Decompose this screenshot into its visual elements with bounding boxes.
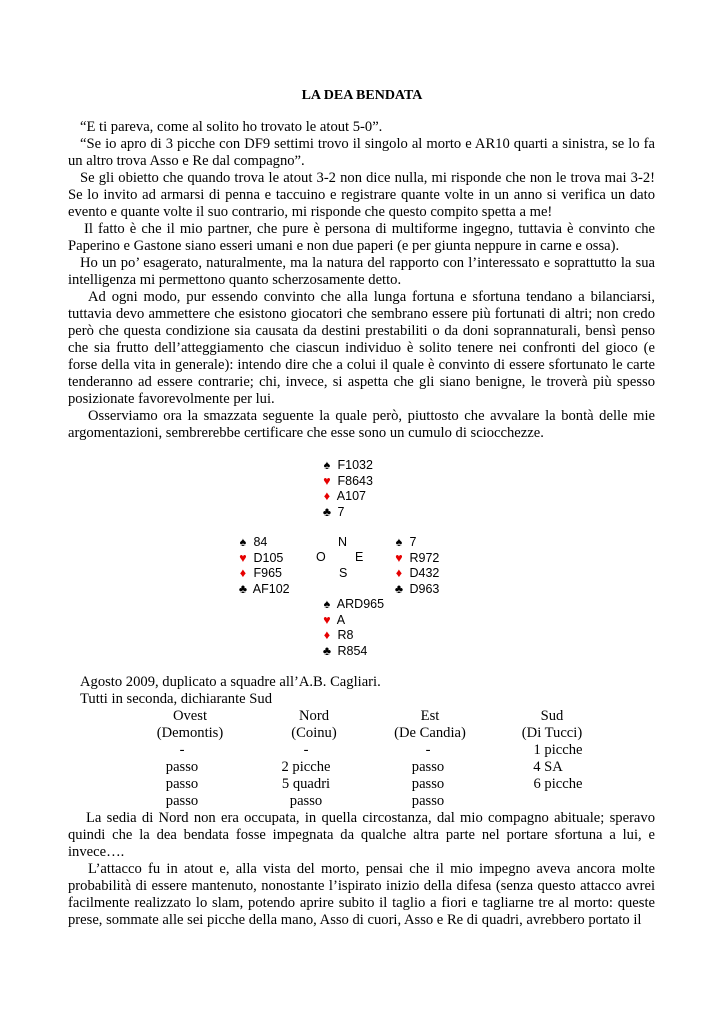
south-spades: ARD965 [336,597,385,611]
auction-player: (Demontis) [156,725,224,741]
auction-header: Est [420,708,440,724]
west-clubs: AF102 [252,582,290,597]
auction-row [68,776,655,793]
auction-bid: 6 picche [533,776,583,792]
east-hand [392,535,439,598]
auction-bid: passo [165,759,199,775]
auction-player: (Coinu) [291,725,337,741]
south-hearts: A [336,612,346,627]
spade-icon: ♠ [323,597,331,611]
paragraph: Ho un po’ esagerato, naturalmente, ma la natura del rapporto con l’interessato e soprattutto la sua intelligenza mi permettono quanto scherzosamente detto. [68,255,655,288]
auction-bid: - [425,742,431,758]
auction-bid: 4 SA [533,759,563,775]
auction-row [68,742,655,759]
east-clubs: D963 [409,582,440,597]
south-hand [320,597,384,660]
auction-header: Ovest [172,708,208,724]
club-icon: ♣ [322,644,332,659]
event-line: Tutti in seconda, dichiarante Sud [80,691,272,707]
east-diamonds: D432 [409,566,440,581]
heart-icon: ♥ [395,550,403,565]
north-diamonds: A107 [336,489,366,504]
document-title: LA DEA BENDATA [301,88,423,103]
auction-players-row [68,725,655,742]
north-hearts: F8643 [337,473,373,488]
heart-icon: ♥ [239,550,247,565]
auction-bid: - [303,742,309,758]
spade-icon: ♠ [395,535,403,549]
club-icon: ♣ [238,582,248,597]
auction-bid: passo [289,793,323,809]
club-icon: ♣ [394,582,404,597]
compass-south: S [339,566,348,580]
west-hand [236,535,290,598]
east-hearts: R972 [409,550,440,565]
diamond-icon: ♦ [323,628,331,643]
spade-icon: ♠ [323,458,331,472]
auction-table [68,708,655,810]
north-hand [320,458,373,521]
auction-row [68,793,655,810]
auction-bid: passo [411,793,445,809]
compass-east: E [355,550,364,564]
west-diamonds: F965 [253,566,282,581]
west-spades: 84 [253,535,268,549]
heart-icon: ♥ [323,473,331,488]
paragraph: “E ti pareva, come al solito ho trovato le atout 5-0”. [80,119,383,135]
heart-icon: ♥ [323,612,331,627]
spade-icon: ♠ [239,535,247,549]
club-icon: ♣ [322,505,332,520]
south-clubs: R854 [337,644,368,659]
auction-player: (Di Tucci) [521,725,583,741]
auction-bid: 2 picche [281,759,331,775]
auction-bid: passo [411,776,445,792]
auction-bid: - [179,742,185,758]
diamond-icon: ♦ [323,489,331,504]
east-spades: 7 [409,535,417,549]
paragraph: “Se io apro di 3 picche con DF9 settimi trovo il singolo al morto e AR10 quarti a sinistra, se lo fa un altro trova Asso e Re dal compagno”. [68,136,655,169]
closing-text [68,810,655,929]
diamond-icon: ♦ [239,566,247,581]
auction-header: Nord [299,708,329,724]
auction-bid: passo [165,776,199,792]
diamond-icon: ♦ [395,566,403,581]
auction-header: Sud [540,708,564,724]
auction-bid: passo [165,793,199,809]
south-diamonds: R8 [337,628,354,643]
auction-player: (De Candia) [394,725,466,741]
compass-north: N [338,535,348,549]
auction-bid: passo [411,759,445,775]
compass-west: O [316,550,326,564]
auction-row [68,759,655,776]
paragraph: Osserviamo ora la smazzata seguente la quale però, piuttosto che avvalare la bontà delle mie argomentazioni, sembrerebbe certificare che esse sono un cumulo di sciocchezze. [68,408,655,441]
intro-text [68,119,655,442]
auction-bid: 5 quadri [281,776,331,792]
paragraph: Il fatto è che il mio partner, che pure è persona di multiforme ingegno, tuttavia è convinto che Paperino e Gastone siano esseri umani e non due paperi (e per giunta neppure in carne e ossa). [68,221,655,254]
paragraph: La sedia di Nord non era occupata, in quella circostanza, dal mio compagno abituale; speravo quindi che la dea bendata fosse impegnata da qualche altra parte nel portare sfortuna a lui, e invece…. [68,810,655,860]
auction-header-row [68,708,655,725]
paragraph: Se gli obietto che quando trova le atout 3-2 non dice nulla, mi risponde che non le trova mai 3-2! Se lo invito ad armarsi di penna e taccuino e registrare quante volte in un anno si verifica un dato evento e quante volte il suo contrario, mi risponde che questo compito spetta a me! [68,170,655,220]
west-hearts: D105 [253,550,284,565]
event-info [68,674,655,708]
paragraph: Ad ogni modo, pur essendo convinto che alla lunga fortuna e sfortuna tendano a bilanciarsi, tuttavia devo ammettere che esistono giocatori che sembrano essere più fortunati di altri; non credo però che questa condizione sia causata da destini prestabiliti o da doni soprannaturali, bensì penso che sia frutto dell’atteggiamento che ciascun individuo è solito tenere nei confronti del gioco (e forse della vita in generale): intendo dire che a colui il quale è convinto di essere sfortunato le carte tenderanno ad essere contrarie; chi, invece, si aspetta che gli siano benigne, le troverà più spesso posizionate favorevolmente per lui. [68,289,655,407]
north-spades: F1032 [337,458,373,472]
north-clubs: 7 [337,505,345,520]
auction-bid: 1 picche [533,742,583,758]
event-line: Agosto 2009, duplicato a squadre all’A.B. Cagliari. [80,674,381,690]
paragraph: L’attacco fu in atout e, alla vista del morto, pensai che il mio impegno aveva ancora molte probabilità di essere mantenuto, nonostante l’ispirato inizio della difesa (senza questo attacco avrei facilmente realizzato lo slam, potendo aprire subito il taglio a fiori e tagliarne tre al morto: queste prese, sommate alle sei picche della mano, Asso di cuori, Asso e Re di quadri, avrebbero portato il [68,861,655,928]
